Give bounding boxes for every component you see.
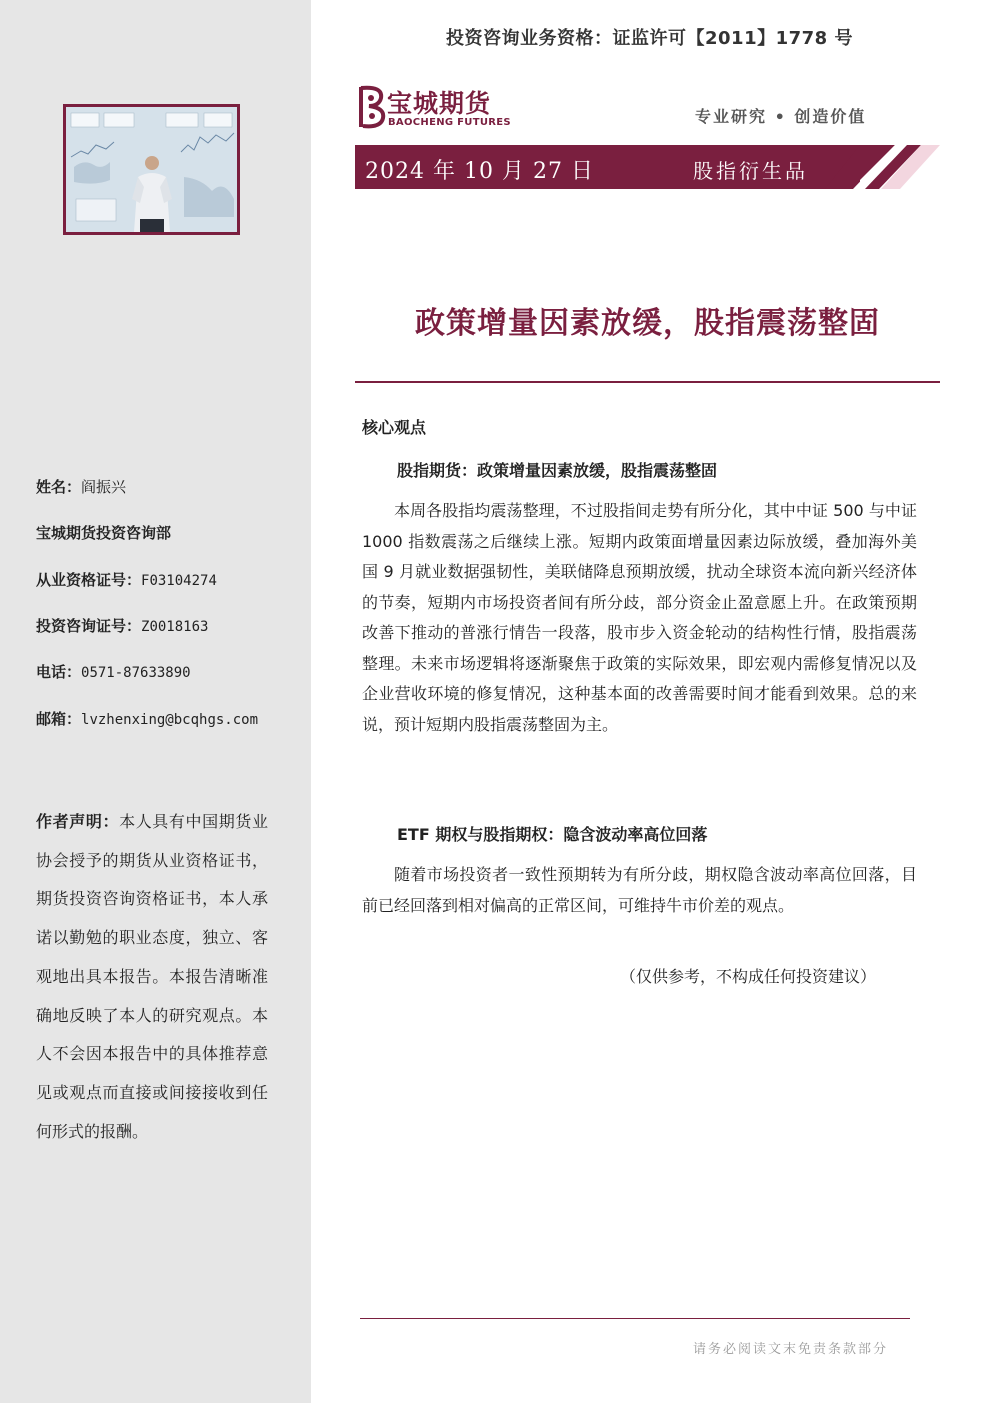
consult-value: Z0018163 <box>141 619 209 635</box>
report-category: 股指衍生品 <box>693 159 808 183</box>
license-number <box>36 569 217 590</box>
slogan: 专业研究 • 创造价值 <box>695 107 867 126</box>
phone <box>36 661 191 682</box>
name-label: 姓名： <box>36 478 82 496</box>
logo-mark-icon <box>357 84 387 130</box>
consult-label: 投资咨询证号： <box>36 617 142 635</box>
date-banner <box>355 145 940 189</box>
report-title: 政策增量因素放缓，股指震荡整固 <box>415 306 880 341</box>
report-date: 2024 年 10 月 27 日 <box>365 159 594 184</box>
title-divider <box>355 381 940 383</box>
name-value: 阎振兴 <box>81 478 127 496</box>
email-value[interactable]: lvzhenxing@bcqhgs.com <box>81 712 259 728</box>
analyst-chart-image <box>66 107 237 232</box>
author-name <box>36 476 126 497</box>
section-options-title: ETF 期权与股指期权：隐含波动率高位回落 <box>397 825 708 844</box>
email <box>36 708 258 729</box>
footer-note: 请务必阅读文末免责条款部分 <box>693 1342 889 1357</box>
statement-label: 作者声明： <box>36 812 120 831</box>
qualification-line: 投资咨询业务资格：证监许可【2011】1778 号 <box>446 28 853 49</box>
phone-label: 电话： <box>36 663 82 681</box>
license-value: F03104274 <box>141 573 217 589</box>
department <box>36 522 171 543</box>
statement-body: 本人具有中国期货业协会授予的期货从业资格证书，期货投资咨询资格证书，本人承诺以勤勉的职业态度，独立、客观地出具本报告。本报告清晰准确地反映了本人的研究观点。本人不会因本报告中的具体推荐意见或观点而直接或间接接收到任何形式的报酬。 <box>36 812 268 1141</box>
section-stock-futures-title: 股指期货：政策增量因素放缓，股指震荡整固 <box>397 461 718 480</box>
section-options-body: 随着市场投资者一致性预期转为有所分歧，期权隐含波动率高位回落，目前已经回落到相对偏高的正常区间，可维持牛市价差的观点。 <box>362 865 917 915</box>
section-stock-futures-body: 本周各股指均震荡整理，不过股指间走势有所分化，其中中证 500 与中证 1000 指数震荡之后继续上涨。短期内政策面增量因素边际放缓，叠加海外美国 9 月就业数据强韧性，美联储降息预期放缓，扰动全球资本流向新兴经济体的节奏，短期内市场投资者间有所分歧，部分资金止盈意愿上升。在政策预期改善下推动的普涨行情告一段落，股市步入资金轮动的结构性行情，股指震荡整理。未来市场逻辑将逐渐聚焦于政策的实际效果，即宏观内需修复情况以及企业营收环境的修复情况，这种基本面的改善需要时间才能看到效果。总的来说，预计短期内股指震荡整固为主。 <box>362 501 917 734</box>
sidebar <box>0 0 311 1403</box>
logo-chinese-name: 宝城期货 <box>387 89 492 118</box>
department-text: 宝城期货投资咨询部 <box>36 524 172 542</box>
footer-divider <box>360 1318 910 1319</box>
logo-english-name: BAOCHENG FUTURES <box>388 117 511 128</box>
license-label: 从业资格证号： <box>36 571 142 589</box>
author-statement <box>36 803 268 1151</box>
phone-value: 0571-87633890 <box>81 665 191 681</box>
investment-disclaimer: （仅供参考，不构成任何投资建议） <box>620 967 877 986</box>
core-view-label: 核心观点 <box>362 418 427 437</box>
consult-number <box>36 615 208 636</box>
cover-photo <box>63 104 240 235</box>
company-logo <box>357 84 527 132</box>
email-label: 邮箱： <box>36 710 82 728</box>
